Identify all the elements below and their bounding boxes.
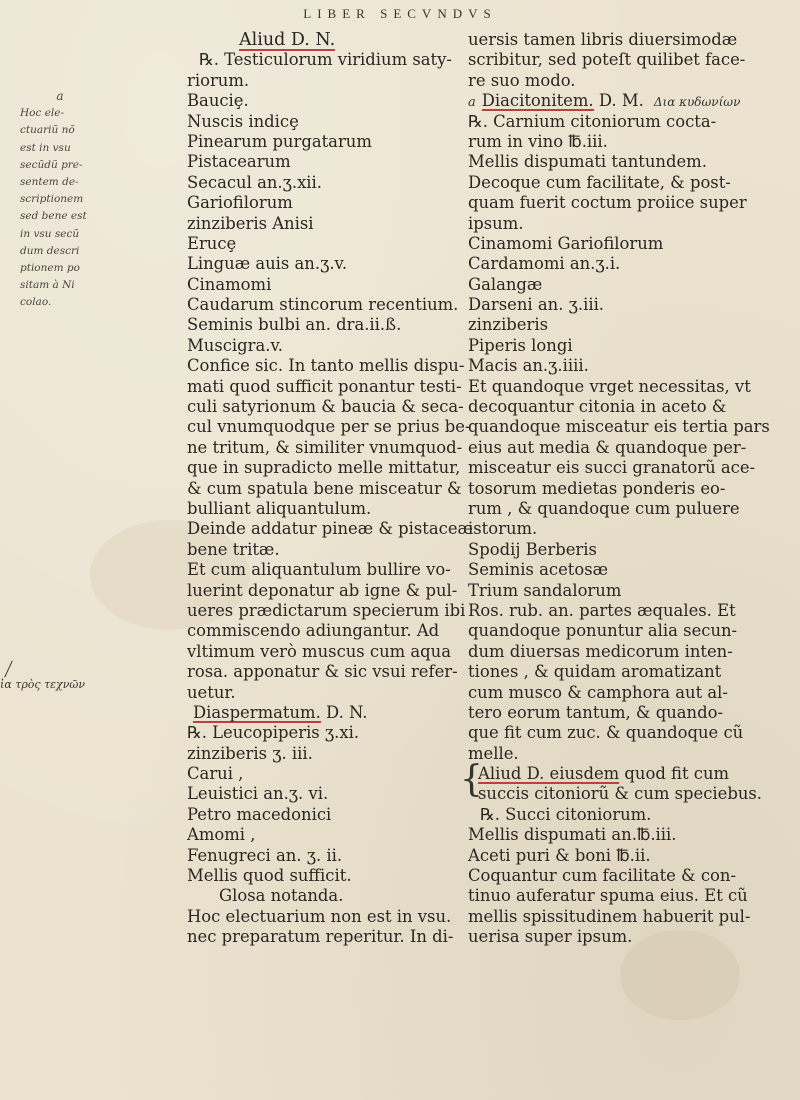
right_column-line: que fit cum zuc. & quandoque cũ bbox=[468, 723, 744, 743]
left_column-line: Pinearum purgatarum bbox=[187, 131, 372, 151]
right_column-line bbox=[468, 91, 786, 111]
right_column-line: quandoque misceatur eis tertia pars bbox=[468, 417, 770, 437]
left_column-line: ℞. Testiculorum viridium saty- bbox=[199, 50, 452, 70]
right_column-line: cum musco & camphora aut al- bbox=[468, 682, 728, 702]
left_column-line: bulliant aliquantulum. bbox=[187, 498, 372, 518]
right_column-line: Ros. rub. an. partes æquales. Et bbox=[468, 600, 736, 620]
right_column-line: uersis tamen libris diuersimodæ bbox=[468, 30, 738, 49]
margin-note-line: dum descri bbox=[20, 244, 80, 257]
right_column-line: re suo modo. bbox=[468, 70, 576, 90]
right_column-line: Et quandoque vrget necessitas, vt bbox=[468, 376, 751, 396]
left_column-line: cul vnumquodque per se prius be- bbox=[187, 417, 471, 437]
running-head: LIBER SECVNDVS bbox=[303, 6, 497, 21]
margin-note-line: ctuariũ nõ bbox=[20, 124, 75, 137]
right_column-line: Aceti puri & boni ℔.ii. bbox=[468, 845, 651, 865]
right_column-line: Galangæ bbox=[468, 274, 543, 294]
right_column-line: Mellis dispumati an.℔.iii. bbox=[468, 825, 677, 845]
margin-note-line: secũdũ pre- bbox=[20, 158, 83, 171]
left_column-line: que in supradicto melle mittatur, bbox=[187, 458, 461, 478]
left_column-line: bene tritæ. bbox=[187, 539, 280, 559]
right_column-line: succis citoniorũ & cum speciebus. bbox=[478, 784, 763, 804]
left_column-line: culi satyrionum & baucia & seca- bbox=[187, 397, 464, 417]
left_column-line: zinziberis ʒ. iii. bbox=[187, 743, 313, 763]
left_column-line: commiscendo adiungantur. Ad bbox=[187, 621, 440, 641]
section-heading: Aliud D. N. bbox=[239, 30, 336, 50]
margin-note-line: ptionem po bbox=[20, 262, 80, 275]
right_column-line: istorum. bbox=[468, 519, 538, 539]
left_column-line: Seminis bulbi an. dra.ii.ß. bbox=[187, 315, 402, 335]
margin-note-marker: a bbox=[56, 89, 64, 103]
margin-note-line: colao. bbox=[20, 296, 52, 309]
right_column-line: rum , & quandoque cum puluere bbox=[468, 498, 740, 518]
right_column-line: melle. bbox=[468, 743, 519, 763]
left_column-line: ℞. Leucopiperis ʒ.xi. bbox=[187, 723, 360, 743]
note-marker: a bbox=[468, 95, 476, 111]
brace-mark: { bbox=[460, 759, 483, 801]
left_column-line: Nuscis indicȩ bbox=[187, 111, 299, 131]
section-heading: Diacitonitem. bbox=[481, 91, 594, 111]
left_column-line: Leuistici an.ʒ. vi. bbox=[187, 784, 329, 804]
left_column-line: Deinde addatur pineæ & pistaceæ bbox=[187, 519, 473, 539]
right_column-line: tero eorum tantum, & quando- bbox=[468, 702, 724, 722]
right_column-line: zinziberis bbox=[468, 315, 548, 335]
left_column-line bbox=[187, 703, 465, 723]
left_column-line: Linguæ auis an.ʒ.v. bbox=[187, 254, 348, 274]
right_column-line: Cinamomi Gariofilorum bbox=[468, 233, 664, 253]
left_column-line: Carui , bbox=[187, 764, 244, 784]
greek-margin-note: ἰα τρὸς τεχνῶν bbox=[0, 678, 86, 691]
left_column-line: Fenugreci an. ʒ. ii. bbox=[187, 845, 343, 865]
left_column-line: & cum spatula bene misceatur & bbox=[187, 478, 462, 498]
margin-note bbox=[20, 88, 100, 312]
right_column-line: Macis an.ʒ.iiii. bbox=[468, 356, 589, 376]
left_column-line: Gariofilorum bbox=[187, 193, 293, 213]
right_column-line: scribitur, sed poteſt quilibet face- bbox=[468, 50, 746, 70]
right_column-line: ℞. Carnium citoniorum cocta- bbox=[468, 111, 717, 131]
right_column-line: Mellis dispumati tantundem. bbox=[468, 152, 707, 172]
left_column-line: Petro macedonici bbox=[187, 804, 332, 824]
section-heading: Aliud D. eiusdem bbox=[478, 764, 620, 784]
right_column-line: tiones , & quidam aromatizant bbox=[468, 662, 722, 682]
section-heading: Diaspermatum. bbox=[193, 702, 321, 722]
left_column-line: Amomi , bbox=[187, 825, 256, 845]
left_column-line: uetur. bbox=[187, 682, 236, 702]
right_column-line: uerisa super ipsum. bbox=[468, 927, 633, 947]
left_column-line: Mellis quod sufficit. bbox=[187, 866, 352, 886]
right_column-line: Spodij Berberis bbox=[468, 539, 597, 559]
margin-note-line: est in vsu bbox=[20, 141, 71, 154]
right_column-line: quam fuerit coctum proiice super bbox=[468, 193, 747, 213]
left_column-line: nec preparatum reperitur. In di- bbox=[187, 927, 454, 947]
left_column-line: Erucȩ bbox=[187, 233, 237, 253]
right_column-line: ℞. Succi citoniorum. bbox=[480, 804, 652, 824]
left_column-line: luerint deponatur ab igne & pul- bbox=[187, 580, 458, 600]
left_column-line: Secacul an.ʒ.xii. bbox=[187, 172, 323, 192]
right_column-line: Decoque cum facilitate, & post- bbox=[468, 172, 731, 192]
left_column-line: mati quod sufficit ponantur testi- bbox=[187, 376, 462, 396]
left_column-line: Glosa notanda. bbox=[219, 886, 344, 906]
left_column-line: Et cum aliquantulum bullire vo- bbox=[187, 560, 451, 580]
left_column-line: riorum. bbox=[187, 70, 250, 90]
margin-note-line: Hoc ele- bbox=[20, 107, 65, 120]
right_column-line: decoquantur citonia in aceto & bbox=[468, 397, 727, 417]
left_column-line: ne tritum, & similiter vnumquod- bbox=[187, 437, 463, 457]
heading-rest: D. N. bbox=[320, 702, 368, 722]
left_column-line: Pistacearum bbox=[187, 152, 291, 172]
left_column-line: Caudarum stincorum recentium. bbox=[187, 295, 459, 315]
left_column-line: rosa. apponatur & sic vsui refer- bbox=[187, 662, 458, 682]
left_column-line: Muscigra.v. bbox=[187, 335, 284, 355]
right_column-line: eius aut media & quandoque per- bbox=[468, 437, 747, 457]
right_column-line: Coquantur cum facilitate & con- bbox=[468, 866, 737, 886]
left_column-line: zinziberis Anisi bbox=[187, 213, 314, 233]
left_column-line: Cinamomi bbox=[187, 274, 272, 294]
right_column-line: misceatur eis succi granatorũ ace- bbox=[468, 458, 756, 478]
right_column-line: Trium sandalorum bbox=[468, 580, 622, 600]
left_column-line bbox=[187, 30, 465, 50]
margin-tick-mark bbox=[4, 661, 13, 678]
left_column-line: ueres prædictarum specierum ibi bbox=[187, 600, 466, 620]
margin-note-line: in vsu secũ bbox=[20, 227, 80, 240]
left_column-line: Hoc electuarium non est in vsu. bbox=[187, 906, 452, 926]
greek-heading: Δια κυδωνίων bbox=[653, 95, 741, 110]
margin-note-line: scriptionem bbox=[20, 193, 84, 206]
left_column-line: vltimum verò muscus cum aqua bbox=[187, 641, 452, 661]
right-column bbox=[460, 30, 786, 948]
right_column-line: Seminis acetosæ bbox=[468, 560, 609, 580]
heading-rest: D. M. bbox=[593, 91, 644, 111]
right_column-line: mellis spissitudinem habuerit pul- bbox=[468, 906, 751, 926]
right_column-line: tosorum medietas ponderis eo- bbox=[468, 478, 726, 498]
right_column-line: quandoque ponuntur alia secun- bbox=[468, 621, 738, 641]
left_column-line: Bauciȩ. bbox=[187, 91, 249, 111]
margin-note-line: sed bene est bbox=[20, 210, 87, 223]
right_column-line: Cardamomi an.ʒ.i. bbox=[468, 254, 621, 274]
right_column-line: dum diuersas medicorum inten- bbox=[468, 641, 733, 661]
right_column-line: Piperis longi bbox=[468, 335, 573, 355]
right_column-line: tinuo auferatur spuma eius. Et cũ bbox=[468, 886, 748, 906]
margin-note-line: sitam à Ni bbox=[20, 279, 75, 292]
right_column-line: rum in vino ℔.iii. bbox=[468, 131, 608, 151]
right_column-line: ipsum. bbox=[468, 213, 524, 233]
right_column-line: Darseni an. ʒ.iii. bbox=[468, 295, 605, 315]
left_column-line: Confice sic. In tanto mellis dispu- bbox=[187, 356, 465, 376]
margin-note-line: sentem de- bbox=[20, 176, 79, 189]
left-column bbox=[187, 30, 473, 948]
heading-rest: quod fit cum bbox=[619, 764, 730, 784]
